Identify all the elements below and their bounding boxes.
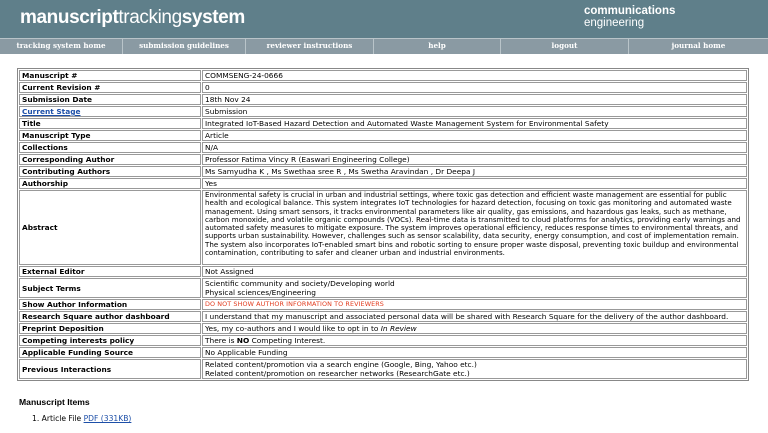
submission-date-label: Submission Date (19, 94, 201, 105)
table-row (19, 130, 747, 141)
table-row (19, 154, 747, 165)
title-label: Title (19, 118, 201, 129)
table-row (19, 323, 747, 334)
table-row (19, 335, 747, 346)
table-row (19, 266, 747, 277)
collections-label: Collections (19, 142, 201, 153)
contributing-authors-value: Ms Samyudha K , Ms Swethaa sree R , Ms Swetha Aravindan , Dr Deepa J (202, 166, 747, 177)
research-square-dashboard-value: I understand that my manuscript and associated personal data will be shared with Research Square for the delivery of the author dashboard. (202, 311, 747, 322)
subject-term: Scientific community and society/Developing world (205, 279, 395, 288)
abstract-value: Environmental safety is crucial in urban and industrial settings, where toxic gas detection and efficient waste management are essential for public health and ecological balance. This system integrates IoT technologies for hazard detection, focusing on toxic gas monitoring and automated waste management. Using smart sensors, it tracks environmental parameters like air quality, gas emissions, and hazardous gas leaks, such as methane, carbon monoxide, and volatile organic compounds (VOCs). Real-time data is transmitted to cloud platforms for analytics, providing early warnings and automated safety measures to mitigate exposure. The system improves operational efficiency, reduces response times to environmental threats, and supports urban sustainability. However, challenges such as sensor scalability, data security, energy consumption, and cost of implementation remain. The system also incorporates IoT-enabled smart bins and robotic sorting to ensure proper waste disposal, preventing toxic buildup and environmental contamination, contributing to safer and cleaner urban and industrial environments. (202, 190, 747, 265)
table-row (19, 82, 747, 93)
funding-source-value: No Applicable Funding (202, 347, 747, 358)
brand-line-1: communications (584, 5, 676, 17)
list-item (32, 414, 131, 423)
submission-date-value: 18th Nov 24 (202, 94, 747, 105)
contributing-authors-label: Contributing Authors (19, 166, 201, 177)
manuscript-number-label: Manuscript # (19, 70, 201, 81)
title-value: Integrated IoT-Based Hazard Detection and Automated Waste Management System for Environmental Safety (202, 118, 747, 129)
interaction-item: Related content/promotion via a search engine (Google, Bing, Yahoo etc.) (205, 360, 477, 369)
table-row (19, 106, 747, 117)
journal-brand-logo (584, 5, 675, 29)
current-revision-value: 0 (202, 82, 747, 93)
authorship-label: Authorship (19, 178, 201, 189)
manuscript-items-heading: Manuscript Items (19, 397, 90, 407)
brand-line-2: engineering (584, 17, 645, 29)
nav-tracking-system-home[interactable]: tracking system home (0, 39, 123, 54)
manuscript-tracking-system-logo[interactable]: manuscripttrackingsystem (20, 7, 245, 28)
table-row (19, 299, 747, 310)
article-file-pdf-link[interactable]: PDF (331KB) (83, 414, 132, 423)
main-navigation (0, 38, 768, 54)
manuscript-details-panel (17, 68, 749, 381)
table-row (19, 70, 747, 81)
table-row (19, 94, 747, 105)
previous-interactions-value (202, 359, 747, 379)
current-stage-value: Submission (202, 106, 747, 117)
table-row (19, 166, 747, 177)
subject-terms-label: Subject Terms (19, 278, 201, 298)
interaction-item: Related content/promotion on researcher networks (ResearchGate etc.) (205, 369, 470, 378)
manuscript-type-label: Manuscript Type (19, 130, 201, 141)
table-row (19, 190, 747, 265)
corresponding-author-label: Corresponding Author (19, 154, 201, 165)
nav-reviewer-instructions[interactable]: reviewer instructions (246, 39, 374, 54)
nav-logout[interactable]: logout (501, 39, 629, 54)
preprint-deposition-label: Preprint Deposition (19, 323, 201, 334)
previous-interactions-label: Previous Interactions (19, 359, 201, 379)
competing-interests-label: Competing interests policy (19, 335, 201, 346)
show-author-information-value: DO NOT SHOW AUTHOR INFORMATION TO REVIEWERS (202, 299, 747, 310)
nav-help[interactable]: help (374, 39, 501, 54)
table-row (19, 359, 747, 379)
nav-journal-home[interactable]: journal home (671, 41, 726, 50)
external-editor-value: Not Assigned (202, 266, 747, 277)
current-stage-link[interactable]: Current Stage (22, 107, 81, 116)
preprint-deposition-value: Yes, my co-authors and I would like to opt in to In Review (202, 323, 747, 334)
corresponding-author-value: Professor Fatima Vincy R (Easwari Engineering College) (202, 154, 747, 165)
collections-value: N/A (202, 142, 747, 153)
table-row (19, 311, 747, 322)
article-file-label: 1. Article File (32, 414, 84, 423)
manuscript-number-value: COMMSENG-24-0666 (202, 70, 747, 81)
table-row (19, 178, 747, 189)
funding-source-label: Applicable Funding Source (19, 347, 201, 358)
subject-term: Physical sciences/Engineering (205, 288, 316, 297)
manuscript-items-list (32, 414, 131, 423)
table-row (19, 278, 747, 298)
research-square-dashboard-label: Research Square author dashboard (19, 311, 201, 322)
table-row (19, 118, 747, 129)
nav-submission-guidelines[interactable]: submission guidelines (123, 39, 246, 54)
manuscript-details-table (17, 68, 749, 381)
abstract-label: Abstract (19, 190, 201, 265)
external-editor-label: External Editor (19, 266, 201, 277)
subject-terms-value (202, 278, 747, 298)
manuscript-type-value: Article (202, 130, 747, 141)
authorship-value: Yes (202, 178, 747, 189)
table-row (19, 142, 747, 153)
show-author-information-label: Show Author Information (19, 299, 201, 310)
current-revision-label: Current Revision # (19, 82, 201, 93)
table-row (19, 347, 747, 358)
current-stage-cell (19, 106, 201, 117)
site-header (0, 0, 768, 38)
competing-interests-value: There is NO Competing Interest. (202, 335, 747, 346)
